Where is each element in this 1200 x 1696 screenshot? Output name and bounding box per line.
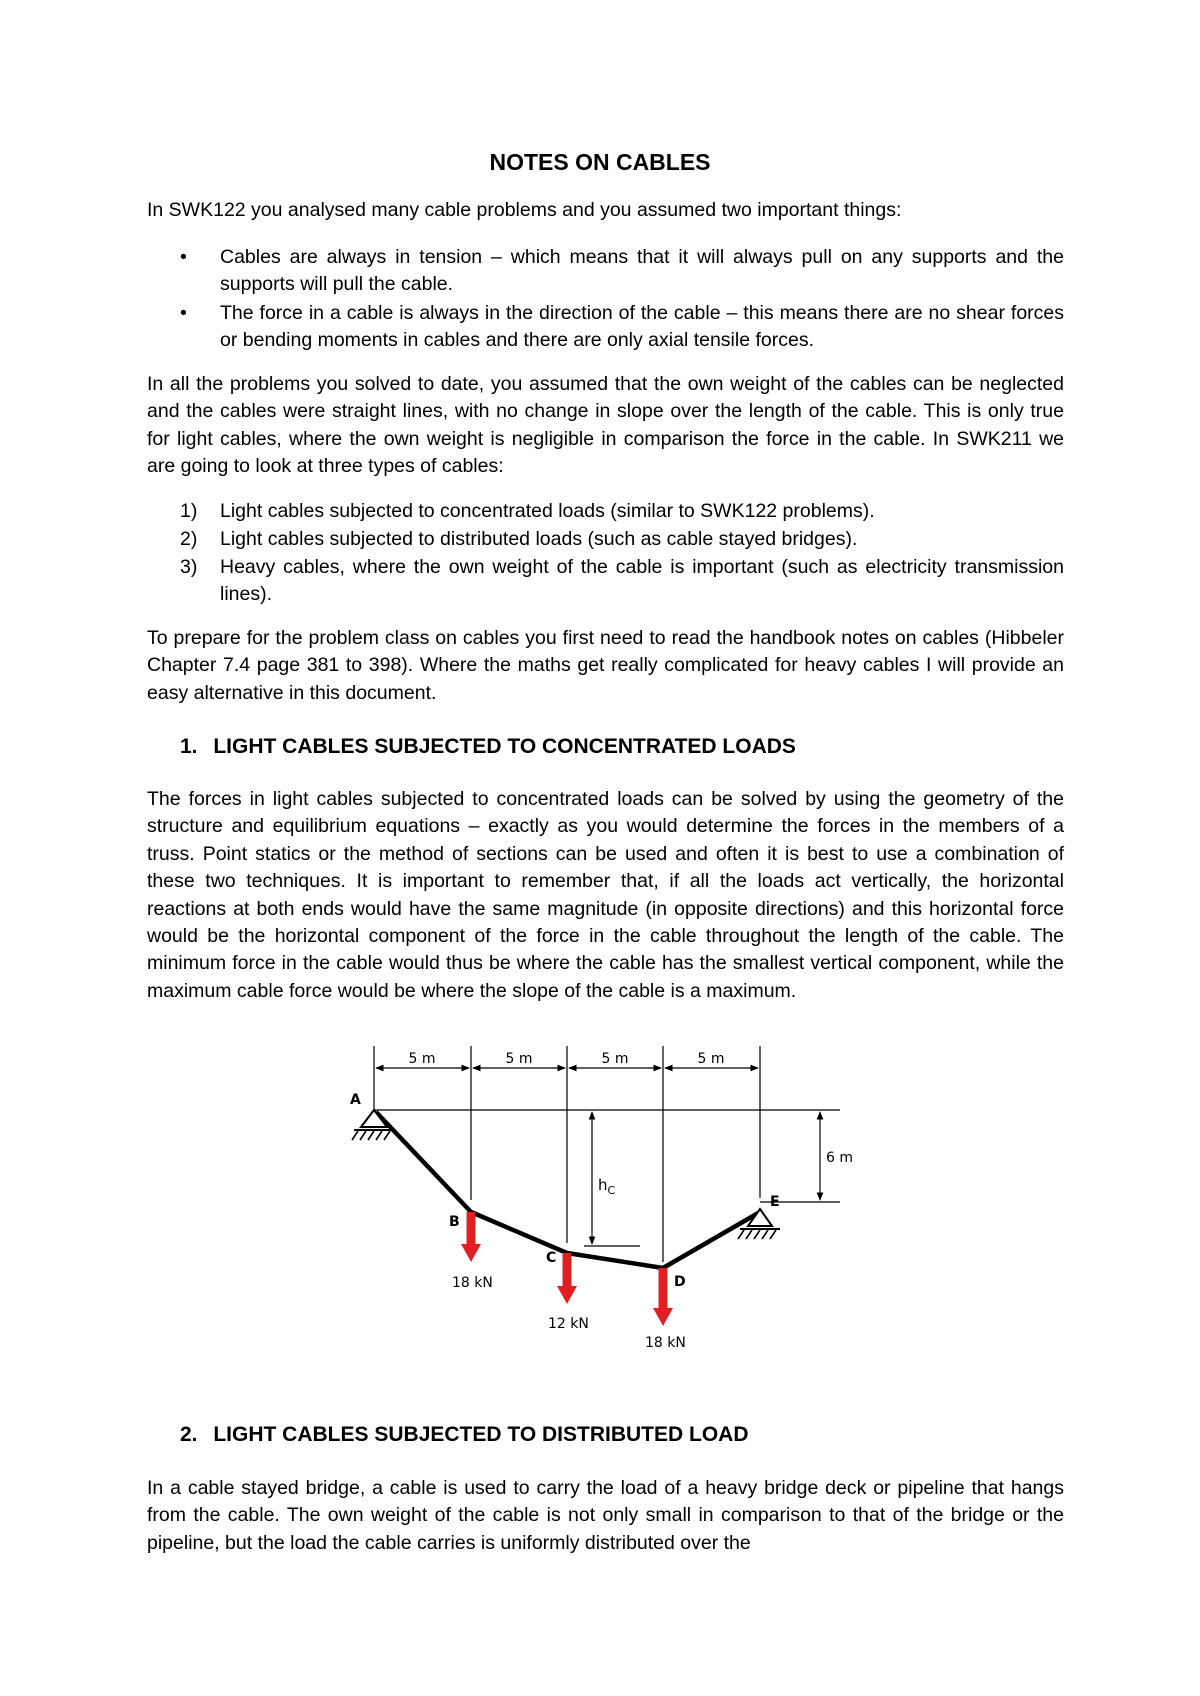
span-label: 5 m bbox=[505, 1051, 533, 1067]
intro-paragraph: In SWK122 you analysed many cable problems and you assumed two important things: bbox=[147, 199, 902, 221]
load-arrow-d bbox=[653, 1268, 673, 1326]
section-2-paragraph: In a cable stayed bridge, a cable is used to carry the load of a heavy bridge deck or pipeline that hangs from the cable. The own weight of the cable is not only small in comparison to that of the bridge or the pipeline, but the load the cable carries is uniformly distributed over the bbox=[147, 1477, 1064, 1554]
cable bbox=[376, 1112, 760, 1268]
bullet-marker: • bbox=[180, 246, 187, 268]
types-paragraph: In all the problems you solved to date, you assumed that the own weight of the cables can be neglected and the cables were straight lines, with no change in slope over the length of the cable. This is only true for light cables, where the own weight is negligible in comparison the force in the cable. In SWK211 we are going to look at three types of cables: bbox=[147, 373, 1064, 478]
cable-type-item: Light cables subjected to concentrated loads (similar to SWK122 problems). bbox=[220, 500, 875, 522]
list-number: 3) bbox=[180, 556, 198, 578]
section-1-paragraph: The forces in light cables subjected to concentrated loads can be solved by using the geometry of the structure and equilibrium equations – exactly as you would determine the forces in the members of a truss. Point statics or the method of sections can be used and often it is best to use a combination of these two techniques. It is important to remember that, if all the loads act vertically, the horizontal reactions at both ends would have the same magnitude (in opposite directions) and this horizontal force would be the horizontal component of the force in the cable throughout the length of the cable. The minimum force in the cable would thus be where the cable has the smallest vertical component, while the maximum cable force would be where the slope of the cable is a maximum. bbox=[147, 788, 1064, 1002]
load-label-b: 18 kN bbox=[452, 1275, 493, 1291]
section-2-heading bbox=[180, 1421, 1080, 1448]
span-label: 5 m bbox=[697, 1051, 725, 1067]
cable-type-item: Heavy cables, where the own weight of the cable is important (such as electricity transmission lines). bbox=[220, 556, 1064, 606]
point-label-b: B bbox=[449, 1214, 460, 1230]
span-label: 5 m bbox=[601, 1051, 629, 1067]
pin-support-e bbox=[738, 1209, 780, 1239]
page-title: NOTES ON CABLES bbox=[489, 149, 711, 175]
span-label: 5 m bbox=[408, 1051, 436, 1067]
point-label-e: E bbox=[770, 1194, 780, 1210]
list-number: 2) bbox=[180, 528, 198, 550]
prepare-paragraph: To prepare for the problem class on cables you first need to read the handbook notes on cables (Hibbeler Chapter 7.4 page 381 to 398). Where the maths get really complicated for heavy cables I will provide an easy alternative in this document. bbox=[147, 627, 1064, 704]
cable-type-item: Light cables subjected to distributed loads (such as cable stayed bridges). bbox=[220, 528, 858, 550]
list-number: 1) bbox=[180, 500, 198, 522]
hc-label: $h_C$ bbox=[598, 1176, 616, 1197]
load-label-d: 18 kN bbox=[645, 1335, 686, 1351]
load-arrow-c bbox=[557, 1253, 577, 1304]
load-arrow-b bbox=[461, 1212, 481, 1262]
section-number: 1. bbox=[180, 735, 198, 758]
point-label-d: D bbox=[674, 1274, 686, 1290]
point-label-c: C bbox=[546, 1250, 557, 1266]
bullet-marker: • bbox=[180, 302, 187, 324]
load-label-c: 12 kN bbox=[548, 1316, 589, 1332]
assumption-item: The force in a cable is always in the direction of the cable – this means there are no shear forces or bending moments in cables and there are only axial tensile forces. bbox=[220, 302, 1064, 352]
height-label: 6 m bbox=[826, 1150, 853, 1166]
assumption-item: Cables are always in tension – which means that it will always pull on any supports and the supports will pull the cable. bbox=[220, 246, 1064, 296]
section-number: 2. bbox=[180, 1423, 198, 1446]
section-title: LIGHT CABLES SUBJECTED TO DISTRIBUTED LOAD bbox=[213, 1423, 749, 1446]
section-title: LIGHT CABLES SUBJECTED TO CONCENTRATED LOADS bbox=[213, 735, 796, 758]
point-label-a: A bbox=[350, 1092, 361, 1108]
